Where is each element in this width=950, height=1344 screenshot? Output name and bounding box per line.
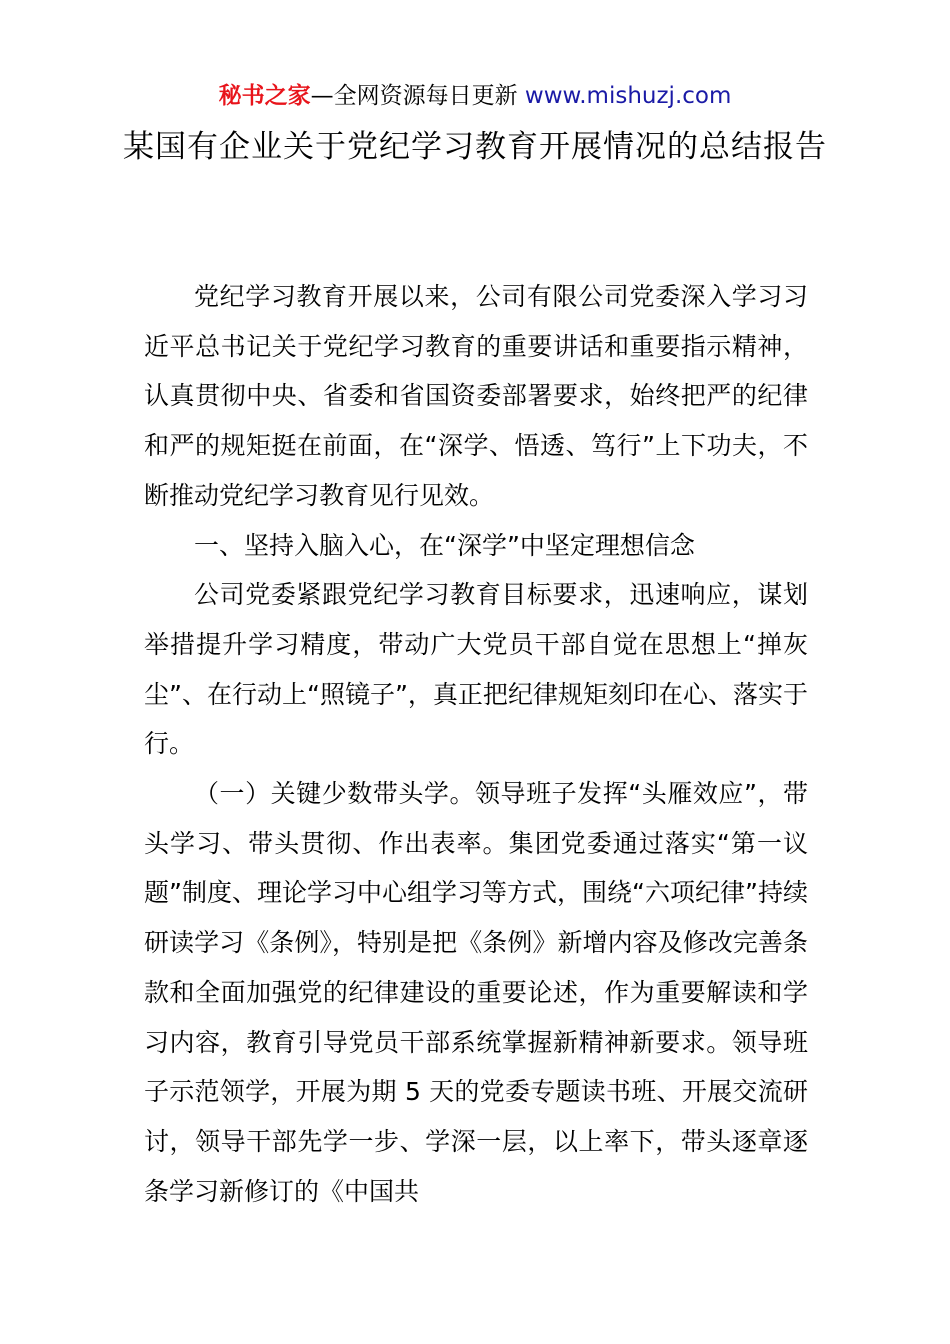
intro-paragraph: 党纪学习教育开展以来，公司有限公司党委深入学习习近平总书记关于党纪学习教育的重要讲话和重要指示精神，认真贯彻中央、省委和省国资委部署要求，始终把严的纪律和严的规矩挺在前面，在“深学、悟透、笃行”上下功夫，不断推动党纪学习教育见行见效。 — [144, 282, 808, 510]
section-paragraph: 公司党委紧跟党纪学习教育目标要求，迅速响应，谋划举措提升学习精度，带动广大党员干部自觉在思想上“掸灰尘”、在行动上“照镜子”，真正把纪律规矩刻印在心、落实于行。 — [144, 580, 808, 759]
subsection-paragraph: （一）关键少数带头学。领导班子发挥“头雁效应”，带头学习、带头贯彻、作出表率。集团党委通过落实“第一议题”制度、理论学习中心组学习等方式，围绕“六项纪律”持续研读学习《条例》，特别是把《条例》新增内容及修改完善条款和全面加强党的纪律建设的重要论述，作为重要解读和学习内容，教育引导党员干部系统掌握新精神新要求。领导班子示范领学，开展为期 5 天的党委专题读书班、开展交流研讨，领导干部先学一步、学深一层，以上率下，带头逐章逐条学习新修订的《中国共 — [144, 779, 808, 1206]
brand-name: 秘书之家 — [218, 83, 311, 109]
site-header — [0, 80, 950, 112]
section-heading: 一、坚持入脑入心，在“深学”中坚定理想信念 — [194, 530, 695, 560]
document-title: 某国有企业关于党纪学习教育开展情况的总结报告 — [123, 129, 827, 165]
header-tagline: —全网资源每日更新 — [310, 83, 518, 109]
document-body — [144, 272, 808, 1216]
site-url-link[interactable]: www.mishuzj.com — [524, 83, 732, 109]
